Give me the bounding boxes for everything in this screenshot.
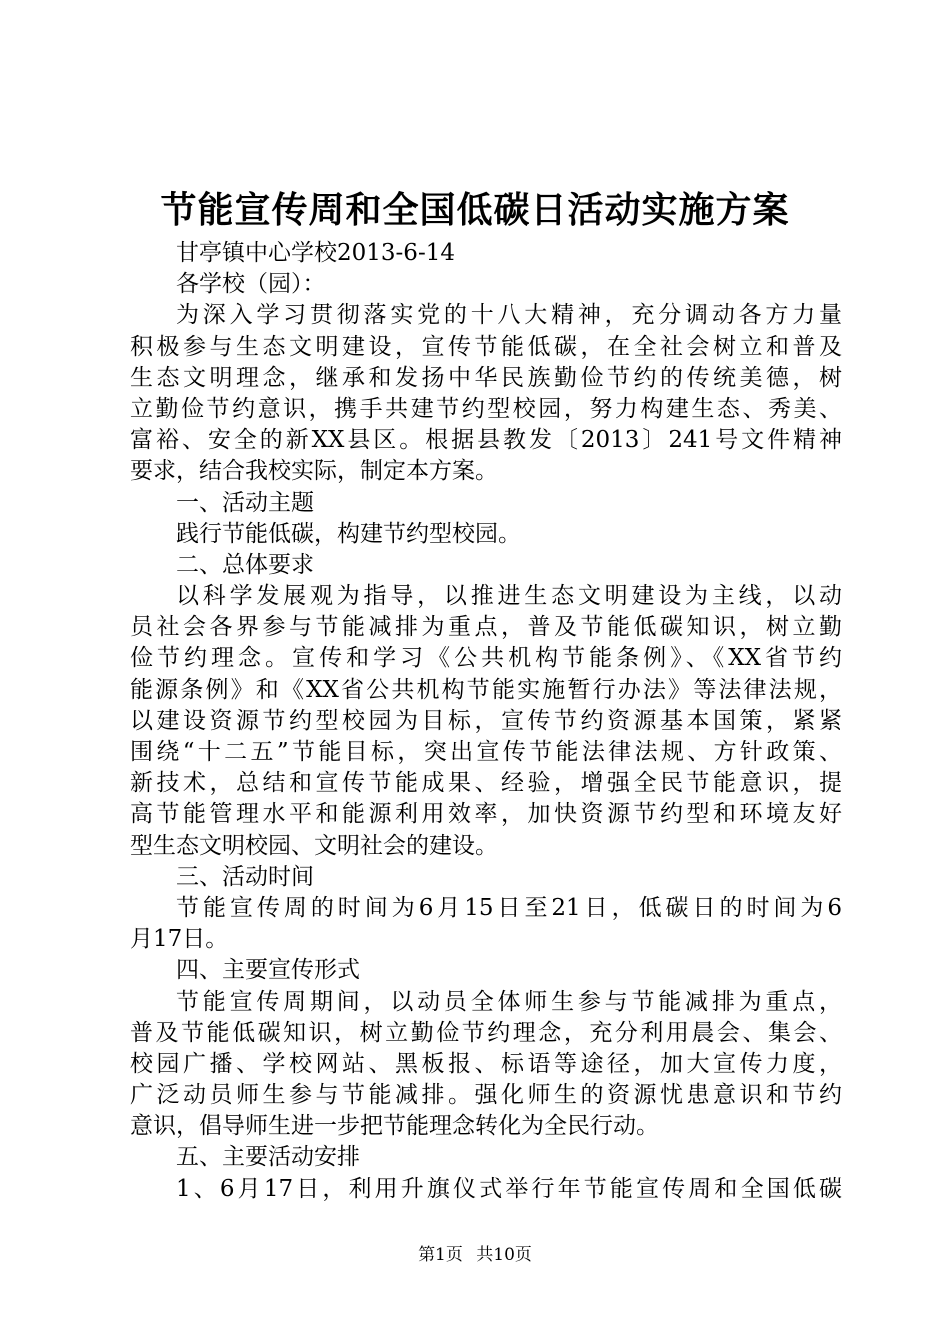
text-line: 践行节能低碳，构建节约型校园。: [176, 520, 521, 547]
text-line: 能源条例》和《XX省公共机构节能实施暂行办法》等法律法规，: [130, 676, 842, 703]
text-line: 普及节能低碳知识，树立勤俭节约理念，充分利用晨会、集会、: [130, 1019, 842, 1046]
text-line: 高节能管理水平和能源利用效率，加快资源节约型和环境友好: [130, 801, 842, 828]
page-number: 第1页: [418, 1245, 463, 1265]
text-line: 生态文明理念，继承和发扬中华民族勤俭节约的传统美德，树: [130, 364, 842, 391]
text-line: 俭节约理念。宣传和学习《公共机构节能条例》、《XX省节约: [130, 645, 842, 672]
document-body: [130, 238, 842, 1205]
text-line: 以建设资源节约型校园为目标，宣传节约资源基本国策，紧紧: [130, 707, 842, 734]
text-line: 甘亭镇中心学校2013-6-14: [176, 240, 455, 266]
document-title: 节能宣传周和全国低碳日活动实施方案: [160, 189, 790, 231]
text-line: 1、6月17日，利用升旗仪式举行年节能宣传周和全国低碳: [176, 1175, 842, 1202]
text-line: 三、活动时间: [176, 863, 314, 890]
text-line: 新技术，总结和宣传节能成果、经验，增强全民节能意识，提: [130, 770, 842, 797]
text-line: 立勤俭节约意识，携手共建节约型校园，努力构建生态、秀美、: [130, 395, 842, 422]
text-line: 富裕、安全的新XX县区。根据县教发〔2013〕241号文件精神: [130, 427, 842, 454]
text-line: 校园广播、学校网站、黑板报、标语等途径，加大宣传力度，: [130, 1050, 842, 1077]
text-line: 五、主要活动安排: [176, 1144, 360, 1171]
text-line: 一、活动主题: [176, 489, 314, 516]
text-line: 要求，结合我校实际，制定本方案。: [130, 458, 498, 485]
text-line: 节能宣传周期间，以动员全体师生参与节能减排为重点，: [176, 988, 842, 1015]
text-line: 围绕“十二五”节能目标，突出宣传节能法律法规、方针政策、: [130, 739, 842, 765]
text-line: 广泛动员师生参与节能减排。强化师生的资源忧患意识和节约: [130, 1082, 842, 1109]
text-line: 意识，倡导师生进一步把节能理念转化为全民行动。: [130, 1113, 659, 1140]
text-line: 四、主要宣传形式: [176, 957, 360, 984]
text-line: 型生态文明校园、文明社会的建设。: [130, 832, 498, 859]
text-line: 员社会各界参与节能减排为重点，普及节能低碳知识，树立勤: [130, 614, 842, 641]
text-line: 月17日。: [130, 926, 229, 953]
text-line: 以科学发展观为指导，以推进生态文明建设为主线，以动: [176, 583, 842, 610]
text-line: 各学校（园）：: [176, 271, 326, 298]
text-line: 节能宣传周的时间为6月15日至21日，低碳日的时间为6: [176, 894, 842, 921]
page-total: 共10页: [476, 1245, 532, 1265]
text-line: 积极参与生态文明建设，宣传节能低碳，在全社会树立和普及: [130, 333, 842, 360]
text-line: 为深入学习贯彻落实党的十八大精神，充分调动各方力量: [176, 302, 842, 329]
text-line: 二、总体要求: [176, 551, 314, 578]
page-footer: [0, 1243, 950, 1267]
